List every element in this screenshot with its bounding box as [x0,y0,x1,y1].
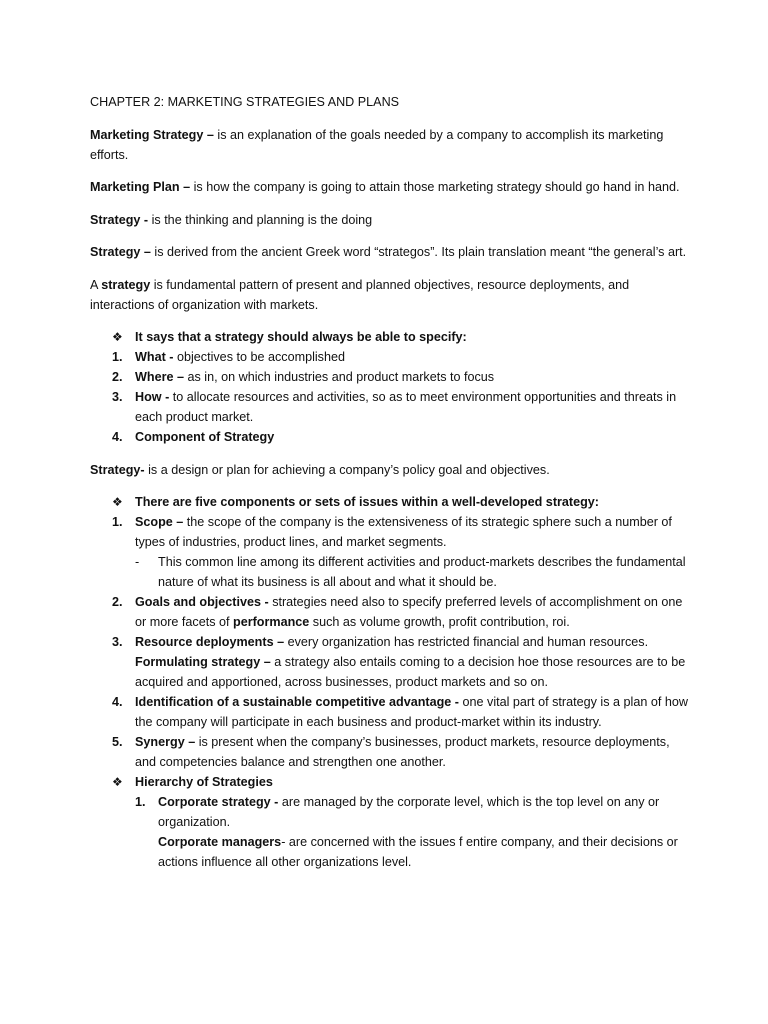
sub-list-item: - This common line among its different activities and product-markets describes the fundamental nature of what its business is all about and what it should be. [135,555,686,589]
definition-strategy-origin [90,242,690,262]
strategy-paragraph: A strategy is fundamental pattern of present and planned objectives, resource deployments, and interactions of organization with markets. [90,277,630,312]
diamond-bullet-icon: ❖ [112,775,123,789]
definition-term: Strategy- [90,462,149,477]
list-item: 1. Corporate strategy - are managed by the corporate level, which is the top level on any or organization. [135,795,660,829]
definition-marketing-strategy [90,125,690,165]
strategy-term: strategy [101,277,151,292]
hierarchy-heading: ❖ Hierarchy of Strategies [90,772,690,792]
definition-strategy-doing [90,210,690,230]
list-item: 2. Where – as in, on which industries and product markets to focus [112,370,495,384]
chapter-title: CHAPTER 2: MARKETING STRATEGIES AND PLANS [90,95,400,109]
specify-heading: ❖ It says that a strategy should always be able to specify: [90,327,690,347]
definition-term: Marketing Plan – [90,180,194,194]
list-item: 1. What - objectives to be accomplished [112,350,345,364]
strategy-design-paragraph: Strategy- is a design or plan for achieving a company’s policy goal and objectives. [90,462,550,477]
list-item-continuation: Corporate managers- are concerned with the issues f entire company, and their decisions or actions influence all other organizations level. [158,835,678,869]
definition-text: is derived from the ancient Greek word “strategos”. Its plain translation meant “the general’s art. [154,245,687,259]
definition-text: is an explanation of the goals needed by a company to accomplish its marketing efforts. [90,127,664,162]
list-item: 4. Component of Strategy [112,430,275,444]
definition-term: Strategy - [90,212,152,227]
list-item: 3. Resource deployments – every organization has restricted financial and human resources. [112,635,649,649]
list-item: 4. Identification of a sustainable competitive advantage - one vital part of strategy is a plan of how the company will participate in each business and product-market within its industry. [112,695,688,729]
components-heading: ❖ There are five components or sets of issues within a well-developed strategy: [90,492,690,512]
list-item: 5. Synergy – is present when the company’s businesses, product markets, resource deployments, and competencies balance and strengthen one another. [112,735,670,769]
definition-term: Strategy – [90,245,155,259]
list-item: 1. Scope – the scope of the company is the extensiveness of its strategic sphere such a number of types of industries, product lines, and market segments. [112,515,672,549]
list-item-continuation: Formulating strategy – a strategy also entails coming to a decision hoe those resources are to be acquired and apportioned, across businesses, product markets and so on. [135,655,686,689]
diamond-outline-bullet-icon: ❖ [112,495,123,509]
document-body [90,92,690,872]
list-item: 2. Goals and objectives - strategies need also to specify preferred levels of accomplishment on one or more facets of performance such as volume growth, profit contribution, roi. [112,595,683,629]
definition-marketing-plan [90,177,690,197]
definition-text: is how the company is going to attain those marketing strategy should go hand in hand. [193,180,680,194]
list-item: 3. How - to allocate resources and activities, so as to meet environment opportunities and threats in each product market. [112,390,677,424]
definition-term: Marketing Strategy – [90,127,218,142]
definition-text: is the thinking and planning is the doing [151,212,373,227]
diamond-bullet-icon: ❖ [112,330,123,344]
